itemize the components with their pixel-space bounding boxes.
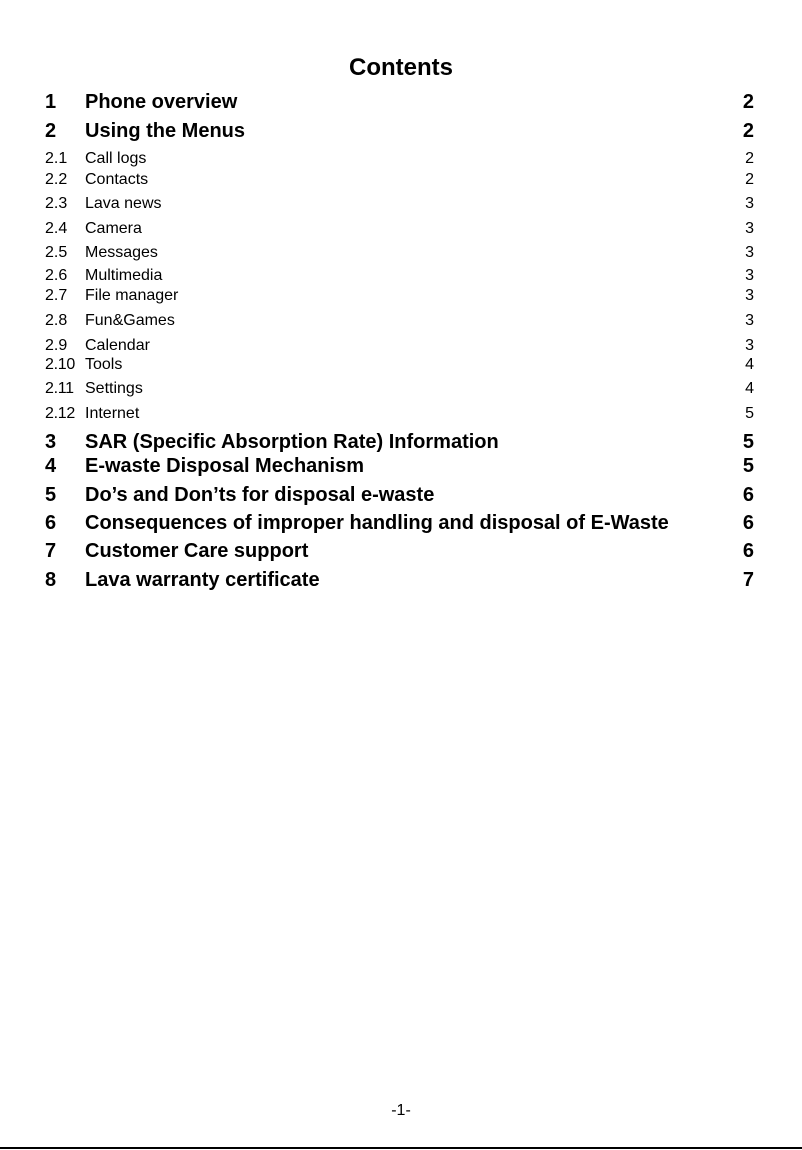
toc-entry[interactable] xyxy=(45,510,754,536)
toc-entry[interactable] xyxy=(45,266,754,286)
toc-label: File manager xyxy=(85,287,179,304)
toc-number: 4 xyxy=(45,455,57,477)
toc-label: Call logs xyxy=(85,150,147,167)
toc-label: Settings xyxy=(85,380,143,397)
toc-label: Lava news xyxy=(85,195,162,212)
toc-label: Calendar xyxy=(85,337,150,354)
toc-number: 2.9 xyxy=(45,337,68,354)
toc-page-number: 2 xyxy=(745,171,754,188)
toc-page-number: 3 xyxy=(745,337,754,354)
toc-page-number: 4 xyxy=(745,356,754,373)
toc-number: 2.11 xyxy=(45,380,74,397)
toc-label: Do’s and Don’ts for disposal e-waste xyxy=(85,484,435,506)
toc-label: Fun&Games xyxy=(85,312,175,329)
toc-entry[interactable] xyxy=(45,355,754,375)
toc-number: 5 xyxy=(45,484,57,506)
toc-entry[interactable] xyxy=(45,404,754,424)
toc-label: Contacts xyxy=(85,171,149,188)
toc-page-number: 5 xyxy=(742,455,754,477)
toc-page-number: 2 xyxy=(745,150,754,167)
toc-number: 8 xyxy=(45,569,57,591)
toc-entry[interactable] xyxy=(45,336,754,356)
toc-page-number: 3 xyxy=(745,312,754,329)
toc-label: Internet xyxy=(85,405,140,422)
toc-page-number: 5 xyxy=(742,431,754,453)
toc-label: Lava warranty certificate xyxy=(85,569,320,591)
toc-number: 2.7 xyxy=(45,287,68,304)
toc-label: Phone overview xyxy=(85,91,238,113)
toc-page-number: 3 xyxy=(745,195,754,212)
toc-page-number: 2 xyxy=(742,91,754,113)
toc-number: 2.2 xyxy=(45,171,68,188)
toc-entry[interactable] xyxy=(45,118,754,144)
toc-entry[interactable] xyxy=(45,243,754,263)
toc-entry[interactable] xyxy=(45,429,754,455)
toc-label: Consequences of improper handling and disposal of E-Waste xyxy=(85,512,669,534)
toc-entry[interactable] xyxy=(45,567,754,593)
toc-number: 3 xyxy=(45,431,57,453)
toc-label: SAR (Specific Absorption Rate) Information xyxy=(85,431,499,453)
toc-label: Tools xyxy=(85,356,123,373)
toc-entry[interactable] xyxy=(45,194,754,214)
toc-entry[interactable] xyxy=(45,286,754,306)
toc-page-number: 3 xyxy=(745,267,754,284)
toc-number: 7 xyxy=(45,540,57,562)
toc-entry[interactable] xyxy=(45,89,754,115)
toc-number: 2.8 xyxy=(45,312,68,329)
toc-page-number: 6 xyxy=(742,540,754,562)
toc-entry[interactable] xyxy=(45,538,754,564)
toc-number: 2.6 xyxy=(45,267,68,284)
toc-entry[interactable] xyxy=(45,379,754,399)
toc-number: 2.5 xyxy=(45,244,68,261)
page-title: Contents xyxy=(349,54,453,81)
toc-label: Multimedia xyxy=(85,267,163,284)
toc-number: 2.1 xyxy=(45,150,68,167)
toc-label: Using the Menus xyxy=(85,120,246,142)
toc-label: Camera xyxy=(85,220,142,237)
toc-entry[interactable] xyxy=(45,149,754,169)
toc-entry[interactable] xyxy=(45,219,754,239)
toc-number: 1 xyxy=(45,91,57,113)
bottom-divider xyxy=(0,1147,802,1149)
toc-page-number: 3 xyxy=(745,220,754,237)
toc-label: E-waste Disposal Mechanism xyxy=(85,455,364,477)
toc-entry[interactable] xyxy=(45,482,754,508)
toc-label: Messages xyxy=(85,244,158,261)
toc-number: 2.10 xyxy=(45,356,75,373)
toc-page-number: 6 xyxy=(742,484,754,506)
toc-entry[interactable] xyxy=(45,453,754,479)
toc-number: 2.4 xyxy=(45,220,68,237)
toc-page-number: 3 xyxy=(745,244,754,261)
toc-number: 2.12 xyxy=(45,405,75,422)
toc-page-number: 7 xyxy=(742,569,754,591)
page-number-footer: -1- xyxy=(391,1102,411,1119)
toc-page-number: 2 xyxy=(742,120,754,142)
toc-page-number: 3 xyxy=(745,287,754,304)
toc-number: 2.3 xyxy=(45,195,68,212)
toc-number: 6 xyxy=(45,512,57,534)
toc-entry[interactable] xyxy=(45,170,754,190)
toc-label: Customer Care support xyxy=(85,540,309,562)
toc-page-number: 6 xyxy=(742,512,754,534)
toc-number: 2 xyxy=(45,120,57,142)
toc-page-number: 5 xyxy=(745,405,754,422)
toc-entry[interactable] xyxy=(45,311,754,331)
toc-page-number: 4 xyxy=(745,380,754,397)
